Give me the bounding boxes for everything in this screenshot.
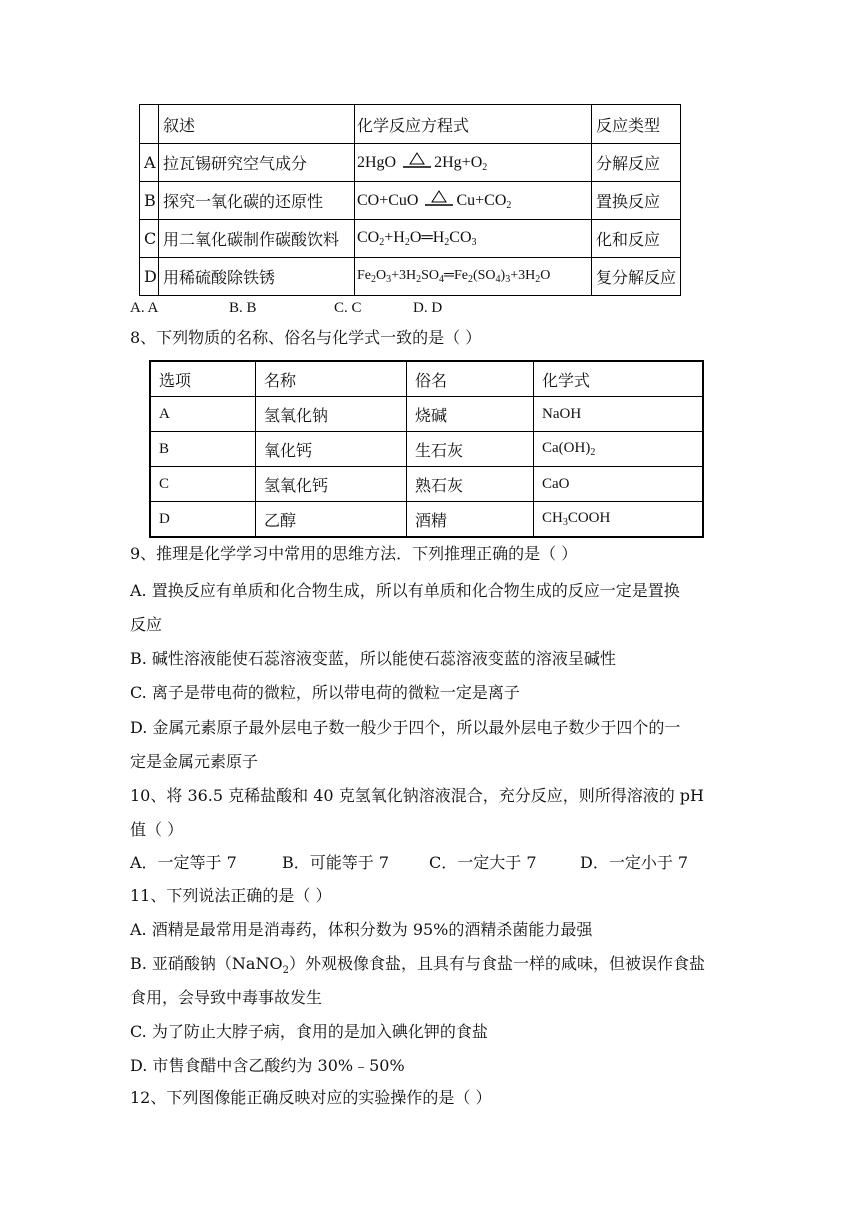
table-row — [140, 144, 681, 182]
q9-option-d-cont: 定是金属元素原子 — [130, 752, 259, 771]
option-cell: D — [150, 502, 256, 538]
q10-title-cont: 值（ ） — [130, 820, 184, 839]
q11-option-b-cont: 食用，会导致中毒事故发生 — [130, 988, 323, 1007]
formula-text: CH — [542, 510, 563, 526]
q11-option-b-text: B. 亚硝酸钠（NaNO — [130, 954, 283, 973]
row-description: 用二氧化碳制作碳酸饮料 — [159, 220, 355, 258]
equation-left: 2HgO — [357, 154, 397, 171]
q8-title: 8、下列物质的名称、俗名与化学式一致的是（ ） — [130, 328, 482, 347]
q11-option-d: D. 市售食醋中含乙酸约为 30%﹣50% — [130, 1056, 405, 1075]
row-type: 分解反应 — [592, 144, 681, 182]
row-description: 拉瓦锡研究空气成分 — [159, 144, 355, 182]
q10-title: 10、将 36.5 克稀盐酸和 40 克氢氧化钠溶液混合，充分反应，则所得溶液的 pH — [130, 786, 704, 805]
q11-option-b-subscript: 2 — [282, 965, 289, 977]
formula-subscript: 2 — [590, 447, 596, 458]
table-row — [150, 467, 703, 502]
q9-option-d: D. 金属元素原子最外层电子数一般少于四个，所以最外层电子数少于四个的一 — [130, 718, 681, 737]
row-letter: C — [140, 220, 159, 258]
common-name-cell: 熟石灰 — [407, 467, 534, 502]
table-header-cell: 化学反应方程式 — [355, 105, 592, 144]
table-row — [150, 432, 703, 467]
table-row — [150, 397, 703, 432]
table-header-cell: 俗名 — [407, 361, 534, 397]
formula-cell: NaOH — [534, 397, 704, 432]
q10-option-d: D．一定小于 7 — [580, 853, 689, 872]
name-cell: 氢氧化钙 — [256, 467, 407, 502]
q11-option-a: A. 酒精是最常用是消毒药，体积分数为 95%的酒精杀菌能力最强 — [130, 920, 593, 939]
q10-option-a: A．一定等于 7 — [130, 853, 237, 872]
table-header-cell — [140, 105, 159, 144]
table-header-row — [140, 105, 681, 144]
q9-title: 9、推理是化学学习中常用的思维方法．下列推理正确的是（ ） — [130, 544, 578, 563]
row-equation: $CO_2+H_2O═H_2CO_3$ — [355, 220, 592, 258]
row-type: 化和反应 — [592, 220, 681, 258]
substance-table — [149, 360, 704, 538]
table-row — [140, 182, 681, 220]
formula-cell: CaO — [534, 467, 704, 502]
row-letter: A — [140, 144, 159, 182]
heat-triangle-icon — [424, 190, 454, 208]
formula-cell — [534, 502, 704, 538]
table-header-cell: 选项 — [150, 361, 256, 397]
common-name-cell: 生石灰 — [407, 432, 534, 467]
option-cell: C — [150, 467, 256, 502]
formula-subscript: 3 — [562, 517, 568, 528]
row-description: 探究一氧化碳的还原性 — [159, 182, 355, 220]
common-name-cell: 酒精 — [407, 502, 534, 538]
equation-subscript: 2 — [482, 162, 488, 173]
row-type: 置换反应 — [592, 182, 681, 220]
row-letter: B — [140, 182, 159, 220]
q9-option-a: A. 置换反应有单质和化合物生成，所以有单质和化合物生成的反应一定是置换 — [130, 581, 680, 600]
name-cell: 乙醇 — [256, 502, 407, 538]
row-letter: D — [140, 258, 159, 296]
table-row — [140, 220, 681, 258]
q9-option-a-cont: 反应 — [130, 615, 163, 634]
heat-triangle-icon — [402, 152, 432, 170]
name-cell: 氧化钙 — [256, 432, 407, 467]
q10-option-b: B．可能等于 7 — [282, 853, 390, 872]
formula-text: COOH — [567, 510, 611, 526]
formula-text: Ca(OH) — [542, 440, 591, 456]
row-type: 复分解反应 — [592, 258, 681, 296]
table-header-cell: 叙述 — [159, 105, 355, 144]
option-cell: A — [150, 397, 256, 432]
option-b: B. B — [229, 300, 257, 316]
q12-title: 12、下列图像能正确反映对应的实验操作的是（ ） — [130, 1088, 492, 1107]
option-d: D. D — [413, 300, 443, 316]
option-cell: B — [150, 432, 256, 467]
equation-right: 2Hg+O — [434, 154, 483, 171]
name-cell: 氢氧化钠 — [256, 397, 407, 432]
q11-title: 11、下列说法正确的是（ ） — [130, 886, 332, 905]
row-description: 用稀硫酸除铁锈 — [159, 258, 355, 296]
q9-option-c: C. 离子是带电荷的微粒，所以带电荷的微粒一定是离子 — [130, 683, 520, 702]
row-equation: $Fe_2O_3+3H_2SO_4═Fe_2(SO_4)_3+3H_2O$ — [355, 258, 592, 296]
table-header-cell: 化学式 — [534, 361, 704, 397]
q9-option-b: B. 碱性溶液能使石蕊溶液变蓝，所以能使石蕊溶液变蓝的溶液呈碱性 — [130, 649, 616, 668]
row-equation — [355, 182, 592, 220]
table-row — [140, 258, 681, 296]
row-equation — [355, 144, 592, 182]
common-name-cell: 烧碱 — [407, 397, 534, 432]
table-header-cell: 反应类型 — [592, 105, 681, 144]
table-header-row — [150, 361, 703, 397]
equation-subscript: 2 — [506, 200, 512, 211]
option-a: A. A — [130, 300, 159, 316]
q11-option-b — [130, 954, 705, 981]
equation-left: CO+CuO — [357, 192, 419, 209]
table-header-cell: 名称 — [256, 361, 407, 397]
equation-right: Cu+CO — [456, 192, 507, 209]
table-row — [150, 502, 703, 538]
option-c: C. C — [334, 300, 362, 316]
q10-option-c: C．一定大于 7 — [429, 853, 537, 872]
q11-option-c: C. 为了防止大脖子病，食用的是加入碘化钾的食盐 — [130, 1022, 488, 1041]
reaction-table — [139, 104, 681, 296]
q11-option-b-text: ）外观极像食盐，且具有与食盐一样的咸味，但被误作食盐 — [288, 954, 705, 973]
formula-cell — [534, 432, 704, 467]
